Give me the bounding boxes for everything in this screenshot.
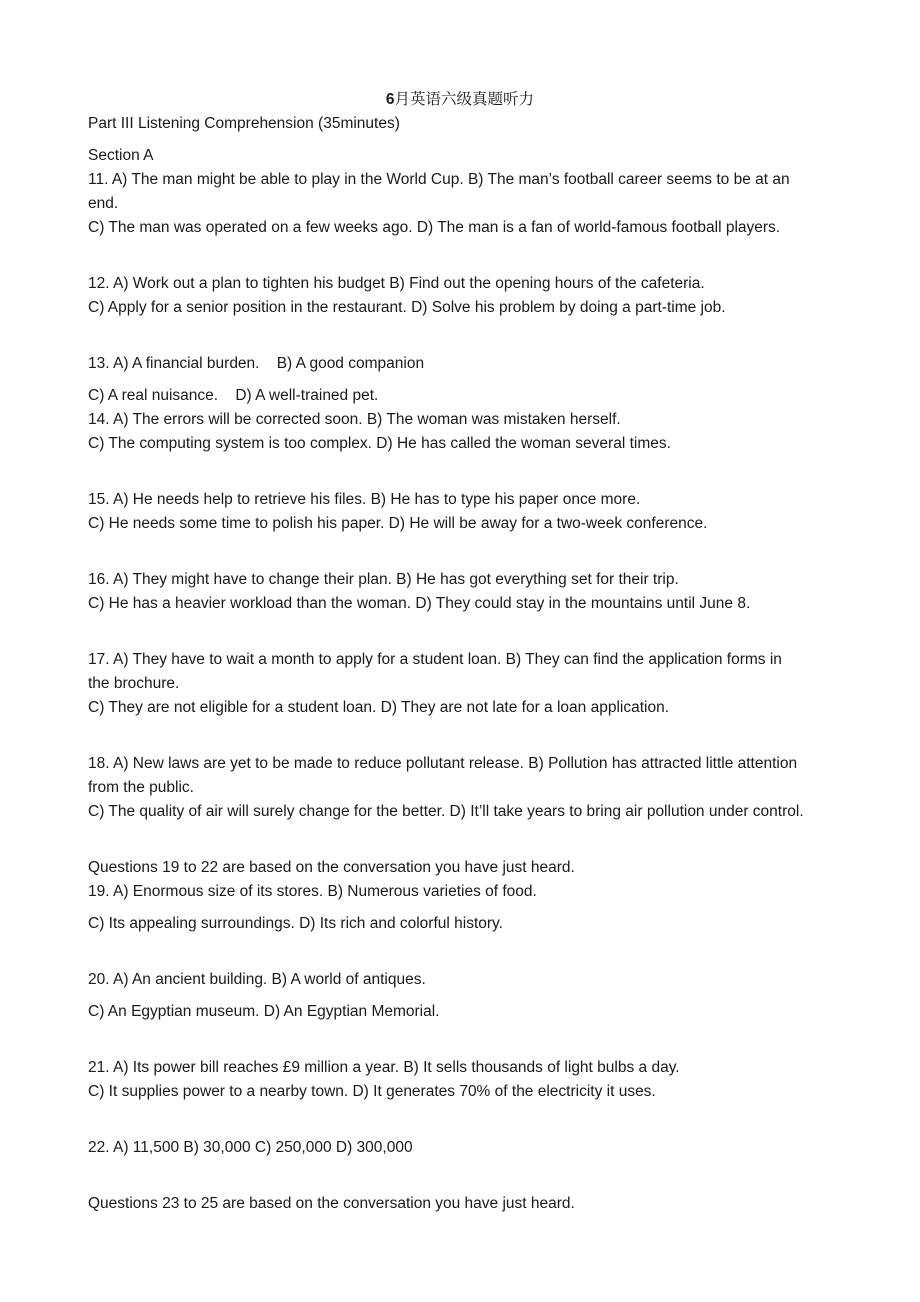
question-13-line-2: C) A real nuisance. D) A well-trained pet. [88, 387, 379, 404]
question-16-line-1: 16. A) They might have to change their plan. B) He has got everything set for their trip. [88, 571, 679, 588]
question-21-line-2: C) It supplies power to a nearby town. D) It generates 70% of the electricity it uses. [88, 1083, 656, 1100]
question-15-line-1: 15. A) He needs help to retrieve his files. B) He has to type his paper once more. [88, 491, 641, 508]
question-20-line-2: C) An Egyptian museum. D) An Egyptian Memorial. [88, 1003, 440, 1020]
question-13-line-1: 13. A) A financial burden. B) A good companion [88, 355, 425, 372]
question-11-line-2: end. [88, 195, 119, 212]
question-22-line-1: 22. A) 11,500 B) 30,000 C) 250,000 D) 300,000 [88, 1139, 413, 1156]
page-title [0, 88, 920, 112]
question-14-line-1: 14. A) The errors will be corrected soon. B) The woman was mistaken herself. [88, 411, 621, 428]
question-14-line-2: C) The computing system is too complex. D) He has called the woman several times. [88, 435, 671, 452]
title-text: 月英语六级真题听力 [394, 91, 535, 108]
question-17-line-1: 17. A) They have to wait a month to apply for a student loan. B) They can find the application forms in [88, 651, 782, 668]
question-15-line-2: C) He needs some time to polish his paper. D) He will be away for a two-week conference. [88, 515, 708, 532]
question-19-line-1: 19. A) Enormous size of its stores. B) Numerous varieties of food. [88, 883, 537, 900]
question-12-line-1: 12. A) Work out a plan to tighten his budget B) Find out the opening hours of the cafeteria. [88, 275, 705, 292]
questions-23-25-intro: Questions 23 to 25 are based on the conversation you have just heard. [88, 1195, 575, 1212]
question-20-line-1: 20. A) An ancient building. B) A world of antiques. [88, 971, 426, 988]
question-21-line-1: 21. A) Its power bill reaches £9 million a year. B) It sells thousands of light bulbs a day. [88, 1059, 680, 1076]
question-16-line-2: C) He has a heavier workload than the woman. D) They could stay in the mountains until June 8. [88, 595, 751, 612]
question-12-line-2: C) Apply for a senior position in the restaurant. D) Solve his problem by doing a part-time job. [88, 299, 726, 316]
question-18-line-1: 18. A) New laws are yet to be made to reduce pollutant release. B) Pollution has attracted little attention [88, 755, 798, 772]
question-17-line-3: C) They are not eligible for a student loan. D) They are not late for a loan application. [88, 699, 670, 716]
question-18-line-3: C) The quality of air will surely change for the better. D) It’ll take years to bring air pollution under control. [88, 803, 804, 820]
section-heading: Section A [88, 147, 154, 164]
question-18-line-2: from the public. [88, 779, 194, 796]
questions-19-22-intro: Questions 19 to 22 are based on the conversation you have just heard. [88, 859, 575, 876]
question-11-line-3: C) The man was operated on a few weeks ago. D) The man is a fan of world-famous football players. [88, 219, 781, 236]
question-11-line-1: 11. A) The man might be able to play in the World Cup. B) The man’s football career seems to be at an [88, 171, 790, 188]
part-heading: Part III Listening Comprehension (35minutes) [88, 115, 400, 132]
question-19-line-2: C) Its appealing surroundings. D) Its rich and colorful history. [88, 915, 503, 932]
question-17-line-2: the brochure. [88, 675, 180, 692]
title-number: 6 [385, 91, 395, 108]
